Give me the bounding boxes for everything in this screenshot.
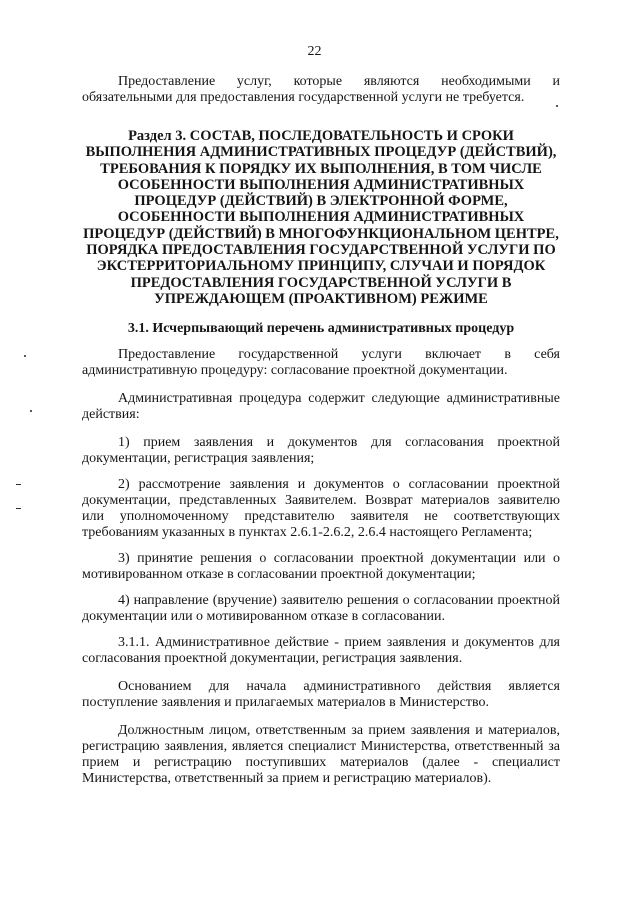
list-item: 3) принятие решения о согласовании проектной документации или о мотивированном отказе в согласовании проектной документации; [82,551,560,583]
paragraph-3-1-1: 3.1.1. Административное действие - прием заявления и документов для согласования проектной документации, регистрация заявления. [82,635,560,667]
list-item: 4) направление (вручение) заявителю решения о согласовании проектной документации или о мотивированном отказе в согласовании. [82,593,560,625]
section-title: Раздел 3. СОСТАВ, ПОСЛЕДОВАТЕЛЬНОСТЬ И СРОКИ ВЫПОЛНЕНИЯ АДМИНИСТРАТИВНЫХ ПРОЦЕДУР (ДЕЙСТВИЙ), ТРЕБОВАНИЯ К ПОРЯДКУ ИХ ВЫПОЛНЕНИЯ, В ТОМ ЧИСЛЕ ОСОБЕННОСТИ ВЫПОЛНЕНИЯ АДМИНИСТРАТИВНЫХ ПРОЦЕДУР (ДЕЙСТВИЙ) В ЭЛЕКТРОННОЙ ФОРМЕ, ОСОБЕННОСТИ ВЫПОЛНЕНИЯ АДМИНИСТРАТИВНЫХ ПРОЦЕДУР (ДЕЙСТВИЙ) В МНОГОФУНКЦИОНАЛЬНОМ ЦЕНТРЕ, ПОРЯДКА ПРЕДОСТАВЛЕНИЯ ГОСУДАРСТВЕННОЙ УСЛУГИ ПО ЭКСТЕРРИТОРИАЛЬНОМУ ПРИНЦИПУ, СЛУЧАИ И ПОРЯДОК ПРЕДОСТАВЛЕНИЯ ГОСУДАРСТВЕННОЙ УСЛУГИ В УПРЕЖДАЮЩЕМ (ПРОАКТИВНОМ) РЕЖИМЕ [83,128,559,307]
paragraph-basis: Основанием для начала административного действия является поступление заявления и прилагаемых материалов в Министерство. [82,679,560,711]
paragraph-service-includes: Предоставление государственной услуги включает в себя административную процедуру: согласование проектной документации. [82,347,560,379]
intro-paragraph: Предоставление услуг, которые являются необходимыми и обязательными для предоставления государственной услуги не требуется. [82,74,560,105]
scan-speck [556,105,558,107]
scan-speck [16,508,21,509]
scan-speck [24,355,26,357]
scan-speck [30,410,32,412]
list-item: 1) прием заявления и документов для согласования проектной документации, регистрация заявления; [82,435,560,467]
paragraph-responsible-person: Должностным лицом, ответственным за прием заявления и материалов, регистрацию заявления, является специалист Министерства, ответственный за прием и регистрацию поступивших материалов (далее - специалист Министерства, ответственный за прием и регистрацию материалов). [82,723,560,787]
paragraph-procedure-actions: Административная процедура содержит следующие административные действия: [82,391,560,423]
list-item: 2) рассмотрение заявления и документов о согласовании проектной документации, представленных Заявителем. Возврат материалов заявителю или уполномоченному представителю заявителя не соответствующих требованиям указанных в пунктах 2.6.1-2.6.2, 2.6.4 настоящего Регламента; [82,477,560,541]
subsection-title: 3.1. Исчерпывающий перечень административных процедур [127,321,515,337]
document-content [82,74,560,799]
page-number: 22 [307,44,322,59]
scan-speck [16,484,21,485]
